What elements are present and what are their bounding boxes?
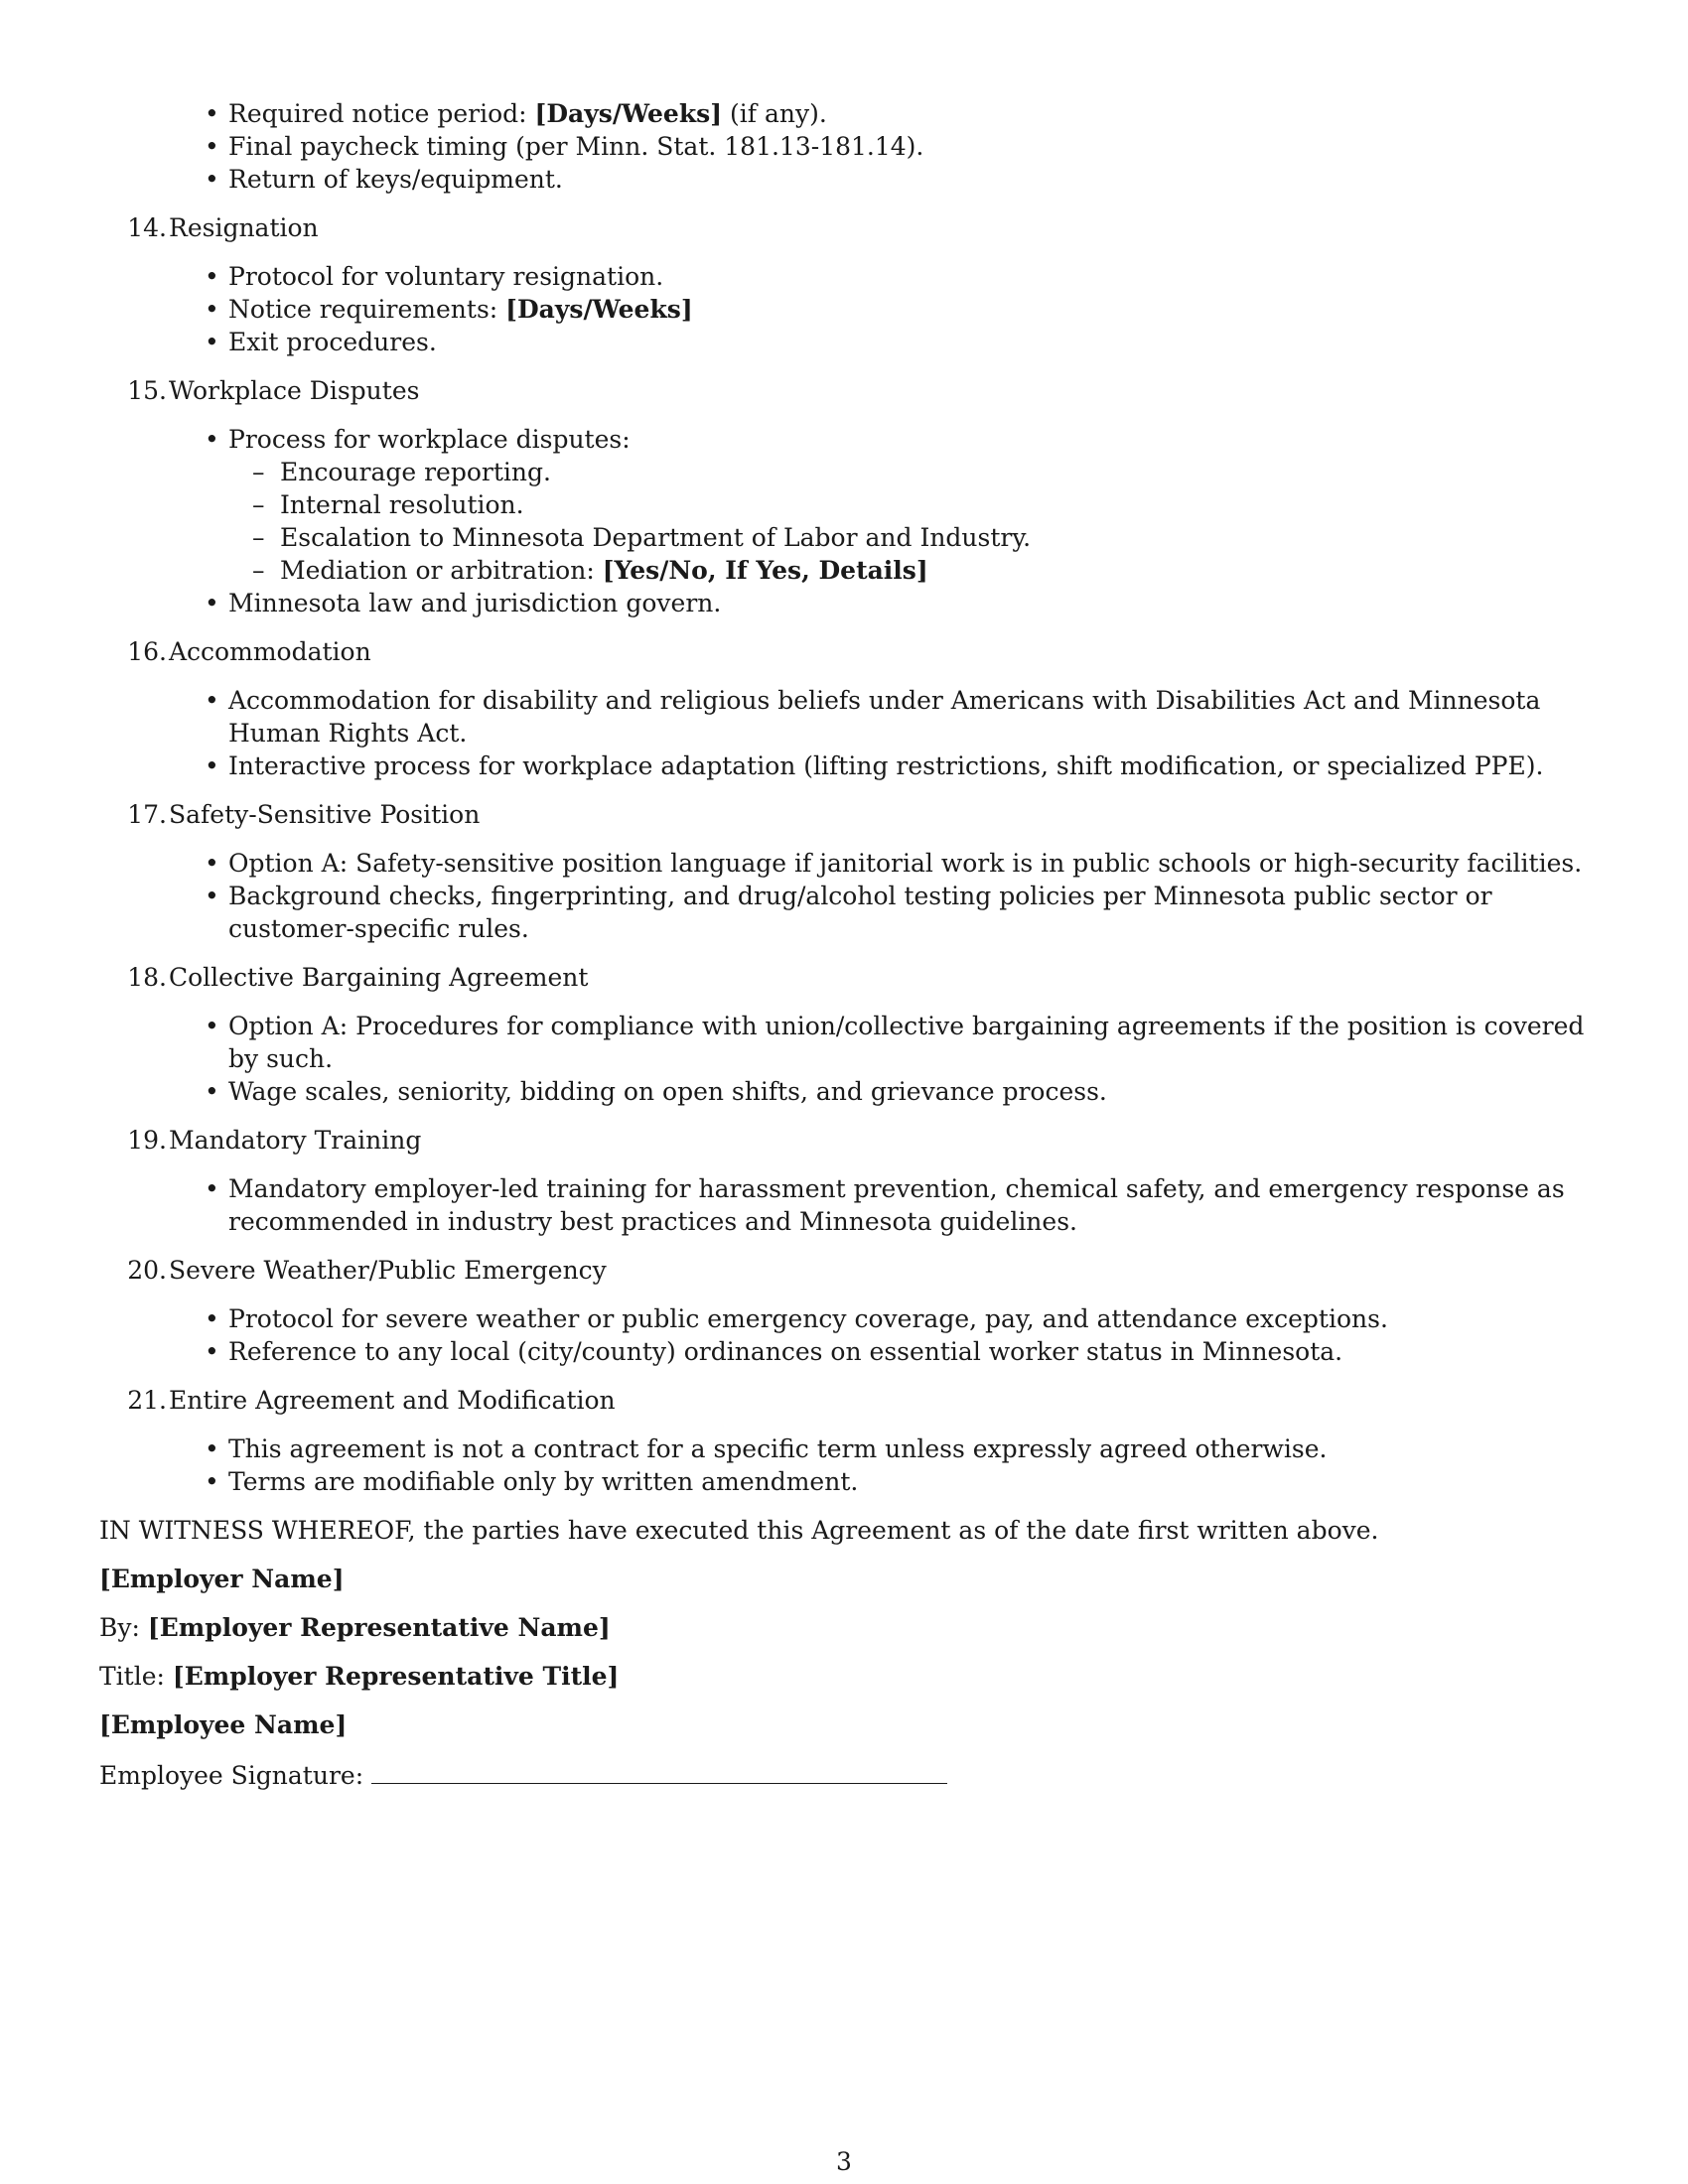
section-title: Severe Weather/Public Emergency <box>169 1256 607 1285</box>
employer-title-line: Title: [Employer Representative Title] <box>99 1662 620 1691</box>
sub-list <box>228 456 1589 587</box>
section-heading <box>99 1254 1589 1287</box>
section-workplace-disputes <box>99 374 1589 619</box>
section-number: 17. <box>127 800 167 829</box>
section-heading <box>99 635 1589 668</box>
section-heading <box>99 961 1589 994</box>
section-number: 18. <box>127 963 167 992</box>
list-item: • Notice requirements: [Days/Weeks] <box>228 293 1589 326</box>
document-page <box>99 97 1589 1792</box>
employer-name-line: [Employer Name] <box>99 1565 345 1593</box>
list-item: • Protocol for voluntary resignation. <box>228 260 1589 293</box>
section-heading <box>99 211 1589 244</box>
section-number: 16. <box>127 637 167 666</box>
section-heading <box>99 374 1589 407</box>
list-item: • Final paycheck timing (per Minn. Stat. 181.13-181.14). <box>228 130 1589 163</box>
section-list <box>99 684 1589 782</box>
list-item: • Background checks, fingerprinting, and drug/alcohol testing policies per Minnesota public sector or customer-specific rules. <box>228 880 1589 945</box>
list-item: • Interactive process for workplace adaptation (lifting restrictions, shift modification, or specialized PPE). <box>228 750 1589 782</box>
section-number: 21. <box>127 1386 167 1415</box>
employer-rep-line: By: [Employer Representative Name] <box>99 1613 611 1642</box>
section-title: Resignation <box>169 213 319 242</box>
section-resignation <box>99 211 1589 358</box>
section-title: Entire Agreement and Modification <box>169 1386 616 1415</box>
list-item: • Process for workplace disputes: – Encourage reporting. – Internal resolution. – Escalation to Minnesota Department of Labor and Industry. – Mediation or arbitration: [Yes/No, If Yes, Details] <box>228 423 1589 587</box>
sub-list-item: – Encourage reporting. <box>280 456 1589 488</box>
sub-list-item: – Internal resolution. <box>280 488 1589 521</box>
continuation-list <box>99 97 1589 196</box>
list-item: • Return of keys/equipment. <box>228 163 1589 196</box>
section-accommodation <box>99 635 1589 782</box>
section-number: 14. <box>127 213 167 242</box>
employee-signature-line: Employee Signature: <box>99 1757 1589 1792</box>
section-heading <box>99 1384 1589 1417</box>
section-number: 19. <box>127 1126 167 1155</box>
list-item: • Protocol for severe weather or public emergency coverage, pay, and attendance exceptions. <box>228 1302 1589 1335</box>
employee-name-line: [Employee Name] <box>99 1710 348 1739</box>
section-number: 15. <box>127 376 167 405</box>
section-list <box>99 1433 1589 1498</box>
section-title: Mandatory Training <box>169 1126 422 1155</box>
section-list <box>99 847 1589 945</box>
section-title: Accommodation <box>169 637 371 666</box>
section-number: 20. <box>127 1256 167 1285</box>
section-heading <box>99 1124 1589 1157</box>
list-item: • Required notice period: [Days/Weeks] (if any). <box>228 97 1589 130</box>
section-title: Collective Bargaining Agreement <box>169 963 589 992</box>
list-item: • Mandatory employer-led training for harassment prevention, chemical safety, and emergency response as recommended in industry best practices and Minnesota guidelines. <box>228 1172 1589 1238</box>
section-list <box>99 260 1589 358</box>
section-heading <box>99 798 1589 831</box>
section-list <box>99 423 1589 619</box>
section-entire-agreement <box>99 1384 1589 1498</box>
list-item: • This agreement is not a contract for a specific term unless expressly agreed otherwise. <box>228 1433 1589 1465</box>
section-list <box>99 1172 1589 1238</box>
page-number: 3 <box>836 2147 852 2176</box>
list-item: • Option A: Procedures for compliance with union/collective bargaining agreements if the position is covered by such. <box>228 1010 1589 1075</box>
section-title: Workplace Disputes <box>169 376 420 405</box>
list-item: • Terms are modifiable only by written amendment. <box>228 1465 1589 1498</box>
section-severe-weather <box>99 1254 1589 1368</box>
signature-field[interactable] <box>371 1757 947 1784</box>
section-list <box>99 1302 1589 1368</box>
section-title: Safety-Sensitive Position <box>169 800 481 829</box>
sub-list-item: – Mediation or arbitration: [Yes/No, If Yes, Details] <box>280 554 1589 587</box>
section-list <box>99 1010 1589 1108</box>
list-item: • Exit procedures. <box>228 326 1589 358</box>
list-item: • Reference to any local (city/county) ordinances on essential worker status in Minnesota. <box>228 1335 1589 1368</box>
list-item: • Accommodation for disability and religious beliefs under Americans with Disabilities Act and Minnesota Human Rights Act. <box>228 684 1589 750</box>
list-item: • Wage scales, seniority, bidding on open shifts, and grievance process. <box>228 1075 1589 1108</box>
witness-clause: IN WITNESS WHEREOF, the parties have executed this Agreement as of the date first written above. <box>99 1516 1379 1545</box>
list-item: • Option A: Safety-sensitive position language if janitorial work is in public schools or high-security facilities. <box>228 847 1589 880</box>
section-mandatory-training <box>99 1124 1589 1238</box>
sub-list-item: – Escalation to Minnesota Department of Labor and Industry. <box>280 521 1589 554</box>
section-collective-bargaining <box>99 961 1589 1108</box>
list-item: • Minnesota law and jurisdiction govern. <box>228 587 1589 619</box>
section-safety-sensitive <box>99 798 1589 945</box>
